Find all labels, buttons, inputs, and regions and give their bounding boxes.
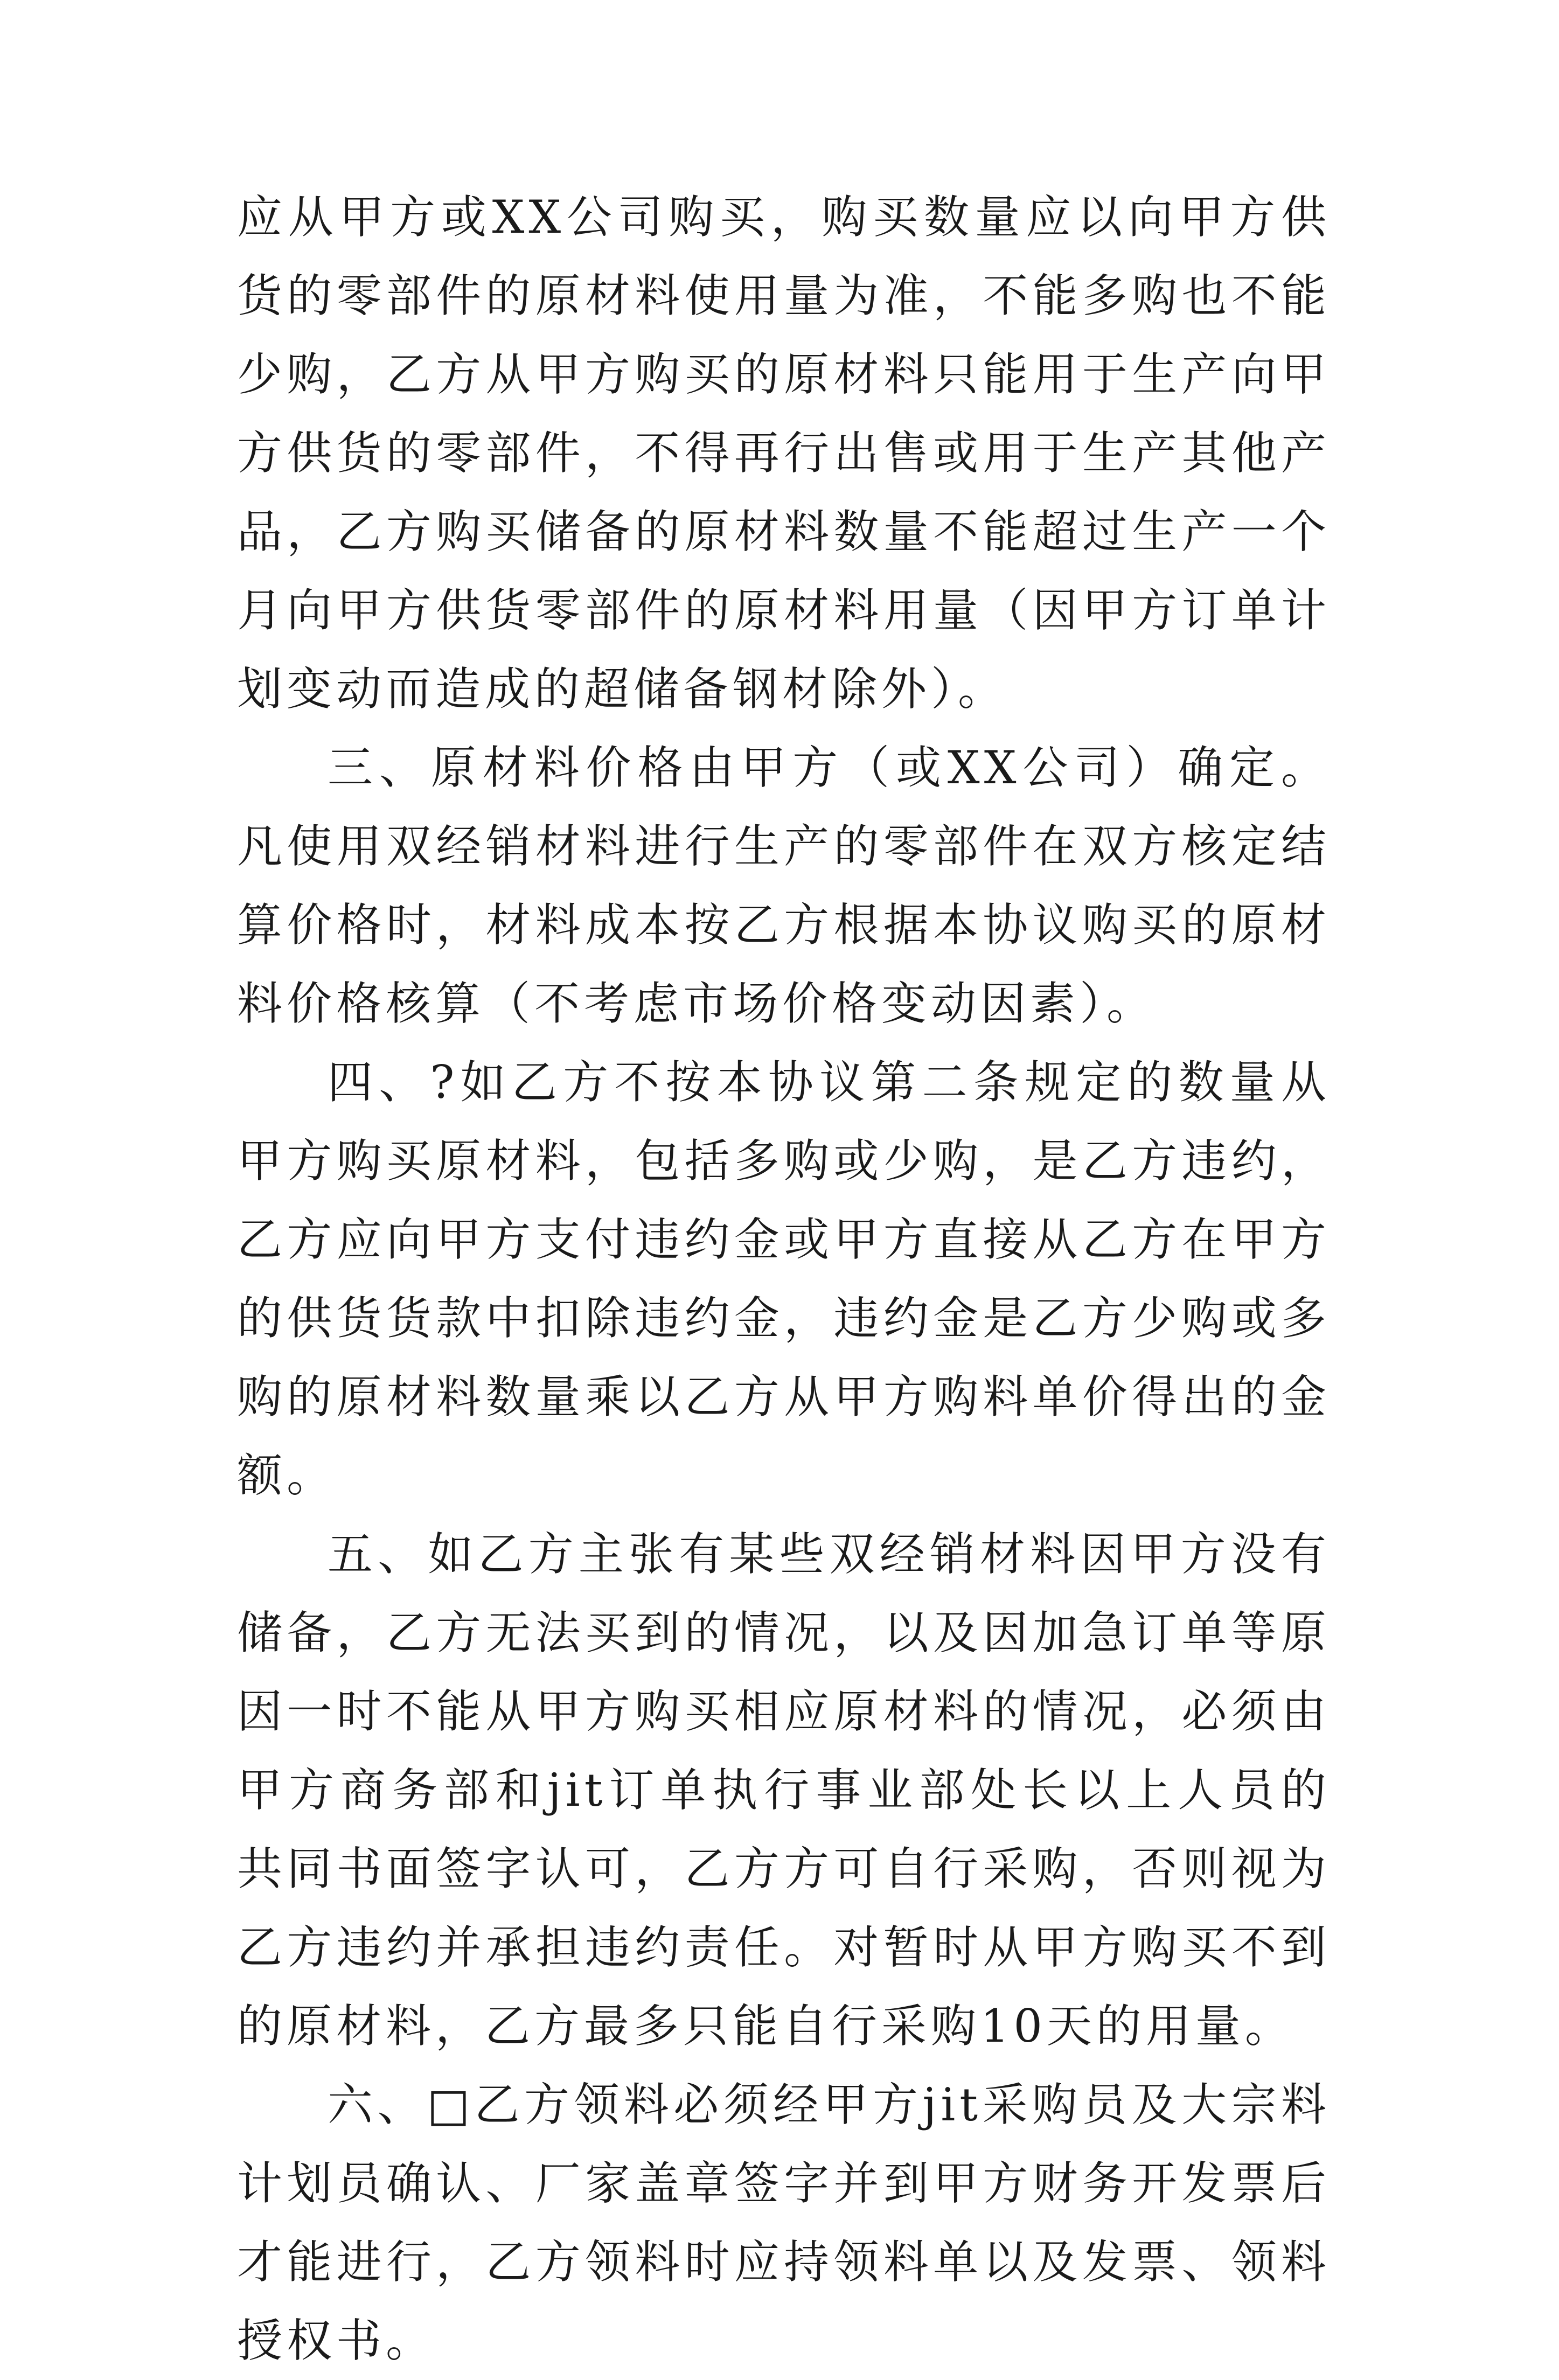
paragraph-clause-5: 五、如乙方主张有某些双经销材料因甲方没有储备，乙方无法买到的情况，以及因加急订单等原因一时不能从甲方购买相应原材料的情况，必须由甲方商务部和jit订单执行事业部处长以上人员的共同书面签字认可，乙方方可自行采购，否则视为乙方违约并承担违约责任。对暂时从甲方购买不到的原材料，乙方最多只能自行采购10天的用量。 [237, 1528, 1331, 2052]
paragraph-clause-3: 三、原材料价格由甲方（或XX公司）确定。凡使用双经销材料进行生产的零部件在双方核定结算价格时，材料成本按乙方根据本协议购买的原材料价格核算（不考虑市场价格变动因素）。 [237, 741, 1331, 1030]
paragraph-continuation: 应从甲方或XX公司购买，购买数量应以向甲方供货的零部件的原材料使用量为准，不能多购也不能少购，乙方从甲方购买的原材料只能用于生产向甲方供货的零部件，不得再行出售或用于生产其他产品，乙方购买储备的原材料数量不能超过生产一个月向甲方供货零部件的原材料用量（因甲方订单计划变动而造成的超储备钢材除外）。 [237, 191, 1331, 715]
paragraph-clause-6: 六、□乙方领料必须经甲方jit采购员及大宗料计划员确认、厂家盖章签字并到甲方财务开发票后才能进行，乙方领料时应持领料单以及发票、领料授权书。 [237, 2078, 1331, 2367]
document-body [237, 178, 1331, 2380]
paragraph-clause-4: 四、?如乙方不按本协议第二条规定的数量从甲方购买原材料，包括多购或少购，是乙方违约，乙方应向甲方支付违约金或甲方直接从乙方在甲方的供货货款中扣除违约金，违约金是乙方少购或多购的原材料数量乘以乙方从甲方购料单价得出的金额。 [237, 1056, 1331, 1502]
